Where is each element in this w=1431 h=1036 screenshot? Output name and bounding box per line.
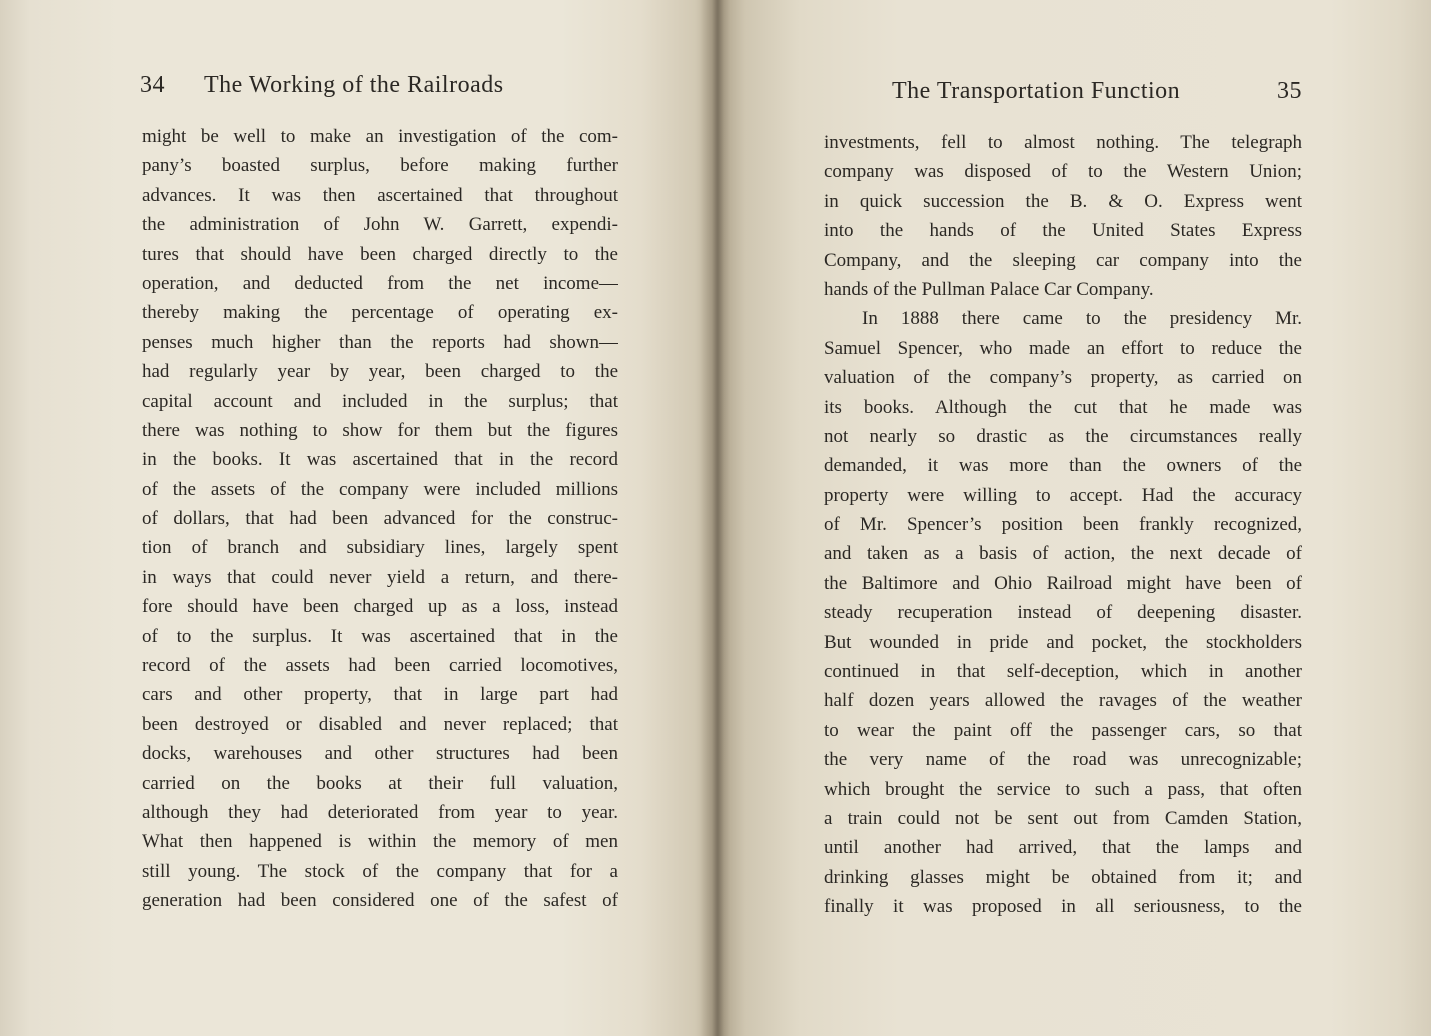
text-line: record of the assets had been carried locomotives,: [142, 655, 618, 677]
text-line: operation, and deducted from the net income—: [142, 272, 618, 294]
text-line: demanded, it was more than the owners of the: [824, 455, 1302, 477]
left-running-head: The Working of the Railroads: [204, 72, 504, 98]
text-line: tures that should have been charged directly to the: [142, 243, 618, 265]
right-body-text: [824, 128, 1302, 922]
right-page: [720, 0, 1431, 1036]
text-line: steady recuperation instead of deepening disaster.: [824, 602, 1302, 624]
text-line: continued in that self-deception, which in another: [824, 661, 1302, 683]
text-line: had regularly year by year, been charged to the: [142, 361, 618, 383]
text-line: of to the surplus. It was ascertained that in the: [142, 625, 618, 647]
text-line: there was nothing to show for them but the figures: [142, 419, 618, 441]
text-line: company was disposed of to the Western Union;: [824, 161, 1302, 183]
text-line: until another had arrived, that the lamps and: [824, 837, 1302, 859]
text-line: generation had been considered one of the safest of: [142, 890, 618, 912]
text-line: into the hands of the United States Express: [824, 220, 1302, 242]
text-line: penses much higher than the reports had shown—: [142, 331, 618, 353]
left-page-number: 34: [140, 72, 165, 98]
text-line: docks, warehouses and other structures had been: [142, 743, 618, 765]
text-line: But wounded in pride and pocket, the stockholders: [824, 631, 1302, 653]
left-body-text: [142, 122, 618, 916]
right-running-head: The Transportation Function: [892, 78, 1181, 104]
text-line: What then happened is within the memory of men: [142, 831, 618, 853]
left-page: [0, 0, 715, 1036]
left-running-header: [140, 72, 620, 99]
text-line: the administration of John W. Garrett, expendi-: [142, 214, 618, 236]
text-line: pany’s boasted surplus, before making further: [142, 155, 618, 177]
text-line: still young. The stock of the company that for a: [142, 860, 618, 882]
text-line: Company, and the sleeping car company into the: [824, 249, 1302, 271]
text-line: to wear the paint off the passenger cars, so that: [824, 719, 1302, 741]
text-line: investments, fell to almost nothing. The telegraph: [824, 132, 1302, 153]
text-line: and taken as a basis of action, the next decade of: [824, 543, 1302, 565]
text-line: capital account and included in the surplus; that: [142, 390, 618, 412]
right-running-header: [892, 78, 1302, 105]
text-line: its books. Although the cut that he made was: [824, 396, 1302, 418]
text-line: in ways that could never yield a return, and there-: [142, 566, 618, 588]
text-line: the Baltimore and Ohio Railroad might have been of: [824, 572, 1302, 594]
text-line: hands of the Pullman Palace Car Company.: [824, 278, 1154, 300]
text-line: the very name of the road was unrecognizable;: [824, 749, 1302, 771]
right-page-number: 35: [1277, 78, 1302, 104]
text-line: might be well to make an investigation of the com-: [142, 126, 618, 147]
text-line: thereby making the percentage of operating ex-: [142, 302, 618, 324]
text-line: valuation of the company’s property, as carried on: [824, 367, 1302, 389]
text-line: finally it was proposed in all seriousness, to the: [824, 896, 1302, 918]
text-line: In 1888 there came to the presidency Mr.: [862, 308, 1302, 330]
text-line: fore should have been charged up as a loss, instead: [142, 596, 618, 618]
text-line: in quick succession the B. & O. Express went: [824, 190, 1302, 212]
text-line: been destroyed or disabled and never replaced; that: [142, 713, 618, 735]
text-line: in the books. It was ascertained that in the record: [142, 449, 618, 471]
text-line: tion of branch and subsidiary lines, largely spent: [142, 537, 618, 559]
text-line: half dozen years allowed the ravages of the weather: [824, 690, 1302, 712]
text-line: a train could not be sent out from Camden Station,: [824, 807, 1302, 829]
text-line: carried on the books at their full valuation,: [142, 772, 618, 794]
text-line: Samuel Spencer, who made an effort to reduce the: [824, 337, 1302, 359]
text-line: of dollars, that had been advanced for the construc-: [142, 508, 618, 530]
text-line: advances. It was then ascertained that throughout: [142, 184, 618, 206]
text-line: of Mr. Spencer’s position been frankly recognized,: [824, 514, 1302, 536]
text-line: drinking glasses might be obtained from it; and: [824, 866, 1302, 888]
text-line: property were willing to accept. Had the accuracy: [824, 484, 1302, 506]
text-line: which brought the service to such a pass, that often: [824, 778, 1302, 800]
text-line: although they had deteriorated from year to year.: [142, 801, 618, 823]
text-line: of the assets of the company were included millions: [142, 478, 618, 500]
text-line: not nearly so drastic as the circumstances really: [824, 425, 1302, 447]
text-line: cars and other property, that in large part had: [142, 684, 618, 706]
